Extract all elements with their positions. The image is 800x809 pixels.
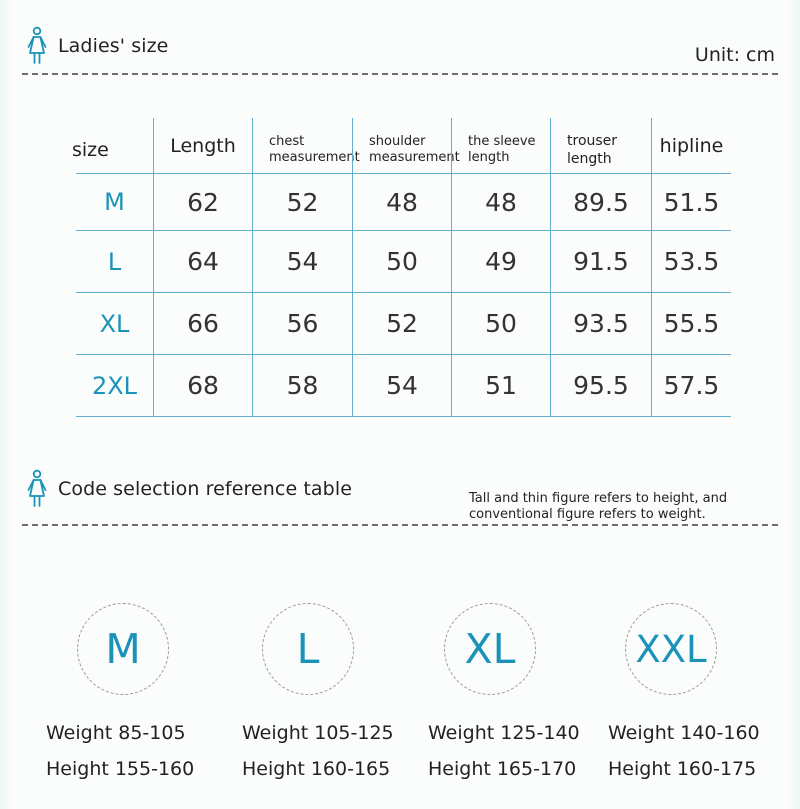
size-table [64, 118, 731, 417]
header-shoulder: shoulder measurement [352, 118, 451, 173]
table-cell: 54 [252, 231, 352, 293]
table-cell: 64 [153, 231, 252, 293]
code-selection-header [25, 469, 352, 509]
weight-m: Weight 85-105 [46, 722, 186, 744]
header-trouser: trouser length [550, 118, 651, 173]
table-cell: 93.5 [550, 293, 651, 355]
weight-xl: Weight 125-140 [428, 722, 580, 744]
table-cell: 51.5 [651, 173, 731, 231]
table-cell: 89.5 [550, 173, 651, 231]
code-selection-title: Code selection reference table [58, 478, 353, 500]
table-cell: 57.5 [651, 355, 731, 417]
size-cell: M [76, 173, 153, 231]
table-cell: 52 [352, 293, 451, 355]
size-cell: L [76, 231, 153, 293]
table-cell: 56 [252, 293, 352, 355]
table-cell: 49 [451, 231, 550, 293]
table-cell: 50 [451, 293, 550, 355]
size-cell: 2XL [76, 355, 153, 417]
person-icon [25, 26, 49, 66]
ladies-size-title: Ladies' size [58, 35, 169, 57]
person-icon [25, 469, 49, 509]
header-sleeve: the sleeve length [451, 118, 550, 173]
divider [22, 73, 778, 75]
table-cell: 95.5 [550, 355, 651, 417]
size-circle-xl: XL [444, 603, 536, 695]
table-cell: 51 [451, 355, 550, 417]
weight-l: Weight 105-125 [242, 722, 394, 744]
table-cell: 52 [252, 173, 352, 231]
figure-note: Tall and thin figure refers to height, and conventional figure refers to weight. [469, 491, 728, 522]
table-cell: 58 [252, 355, 352, 417]
table-cell: 62 [153, 173, 252, 231]
table-cell: 91.5 [550, 231, 651, 293]
table-cell: 48 [352, 173, 451, 231]
header-hipline: hipline [651, 118, 731, 173]
header-length: Length [153, 118, 252, 173]
height-xxl: Height 160-175 [608, 758, 757, 780]
table-cell: 54 [352, 355, 451, 417]
unit-label: Unit: cm [694, 44, 775, 66]
weight-xxl: Weight 140-160 [608, 722, 760, 744]
divider [22, 524, 778, 526]
table-cell: 48 [451, 173, 550, 231]
height-m: Height 155-160 [46, 758, 195, 780]
size-cell: XL [76, 293, 153, 355]
table-cell: 50 [352, 231, 451, 293]
size-circle-xxl: XXL [625, 603, 717, 695]
size-circle-m: M [77, 603, 169, 695]
header-size: size [72, 138, 109, 161]
height-l: Height 160-165 [242, 758, 391, 780]
table-cell: 55.5 [651, 293, 731, 355]
table-cell: 66 [153, 293, 252, 355]
height-xl: Height 165-170 [428, 758, 577, 780]
header-chest: chest measurement [252, 118, 352, 173]
table-cell: 53.5 [651, 231, 731, 293]
table-cell: 68 [153, 355, 252, 417]
size-circle-l: L [262, 603, 354, 695]
ladies-size-header [25, 26, 168, 66]
